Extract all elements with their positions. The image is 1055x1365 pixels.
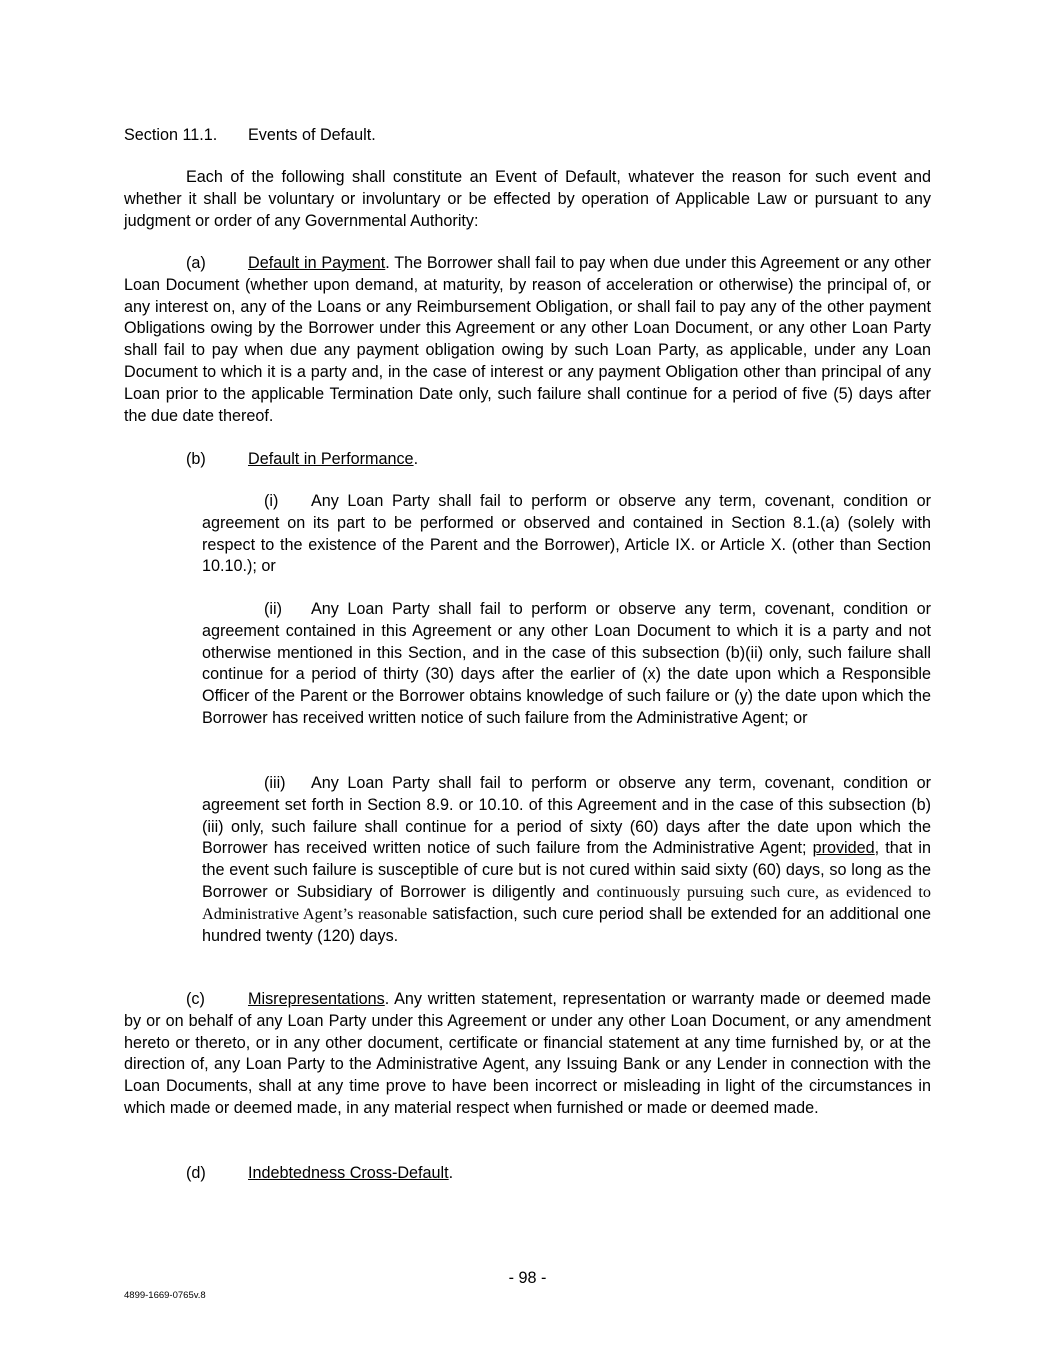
section-title: Events of Default. — [248, 126, 376, 144]
document-id: 4899-1669-0765v.8 — [124, 1290, 206, 1301]
item-b-iii-text-3: satisfaction, such cure period shall be extended for an additional one hundred twenty (120) days. — [202, 904, 931, 945]
item-b-punct: . — [413, 450, 419, 468]
item-a-marker: (a) — [186, 254, 206, 272]
section-heading — [124, 125, 376, 147]
item-b-iii-text-2: , that in the event such failure is susceptible of cure but is not cured within said sixty (60) days, so long as the Borrower or Subsidiary of Borrower is diligently and — [202, 839, 932, 901]
item-a-paragraph — [124, 253, 931, 427]
intro-paragraph: Each of the following shall constitute an Event of Default, whatever the reason for such event and whether it shall be voluntary or involuntary or be effected by operation of Applicable Law or pursuant to any judgment or order of any Governmental Authority: — [124, 168, 931, 230]
item-a-text: . The Borrower shall fail to pay when due under this Agreement or any other Loan Document (whether upon demand, at maturity, by reason of acceleration or otherwise) the principal of, or any interest on, any of the Loans or any Reimbursement Obligation, or shall fail to pay any of the other payment Obligations owing by the Borrower under this Agreement or any other Loan Document, or any other Loan Party shall fail to pay when due any payment obligation owing by such Loan Party, as applicable, under any Loan Document to which it is a party and, in the case of interest or any payment Obligation other than principal of any Loan prior to the applicable Termination Date only, such failure shall continue for a period of five (5) days after the due date thereof. — [124, 254, 931, 425]
item-c-text: . Any written statement, representation or warranty made or deemed made by or on behalf of any Loan Party under this Agreement or under any other Loan Document, or any amendment hereto or thereto, or in any other document, certificate or financial statement at any time furnished by, or at the direction of, any Loan Party to the Administrative Agent, any Issuing Bank or any Lender in connection with the Loan Documents, shall at any time prove to have been incorrect or misleading in light of the circumstances in which made or deemed made, in any material respect when furnished or made or deemed made. — [124, 990, 931, 1117]
item-b-iii-text-1: Any Loan Party shall fail to perform or observe any term, covenant, condition or agreement set forth in Section 8.9. or 10.10. of this Agreement and in the case of this subsection (b)(iii) only, such failure shall continue for a period of sixty (60) days after the date upon which the Borrower has received written notice of such failure from the Administrative Agent; — [202, 774, 931, 858]
item-a-heading: Default in Payment — [248, 254, 386, 272]
item-b-marker: (b) — [186, 450, 206, 468]
item-b-i-paragraph — [202, 491, 931, 578]
item-c-heading: Misrepresentations — [248, 990, 385, 1008]
item-b-heading: Default in Performance — [248, 450, 414, 468]
item-b-iii-text-serif: continuously pursuing such cure, as evidenced to Administrative Agent’s reasonable — [202, 882, 931, 923]
item-d-heading: Indebtedness Cross-Default — [248, 1164, 449, 1182]
page-number: - 98 - — [508, 1269, 547, 1287]
item-b-paragraph — [124, 449, 931, 471]
item-b-iii-marker: (iii) — [264, 774, 286, 792]
item-b-iii-paragraph — [202, 773, 931, 947]
item-c-paragraph — [124, 989, 931, 1120]
section-number: Section 11.1. — [124, 126, 218, 144]
provided-term: provided — [812, 839, 875, 858]
item-c-marker: (c) — [186, 990, 205, 1008]
item-b-i-marker: (i) — [264, 492, 279, 510]
item-d-punct: . — [448, 1164, 454, 1182]
item-d-marker: (d) — [186, 1164, 206, 1182]
item-b-i-text: Any Loan Party shall fail to perform or observe any term, covenant, condition or agreement on its part to be performed or observed and contained in Section 8.1.(a) (solely with respect to the existence of the Parent and the Borrower), Article IX. or Article X. (other than Section 10.10.); or — [202, 492, 931, 576]
item-b-ii-text: Any Loan Party shall fail to perform or observe any term, covenant, condition or agreement contained in this Agreement or any other Loan Document to which it is a party and not otherwise mentioned in this Section, and in the case of this subsection (b)(ii) only, such failure shall continue for a period of thirty (30) days after the earlier of (x) the date upon which a Responsible Officer of the Parent or the Borrower obtains knowledge of such failure or (y) the date upon which the Borrower has received written notice of such failure from the Administrative Agent; or — [202, 600, 931, 727]
item-b-ii-marker: (ii) — [264, 600, 282, 618]
item-b-ii-paragraph — [202, 599, 931, 730]
item-d-paragraph — [124, 1163, 931, 1185]
